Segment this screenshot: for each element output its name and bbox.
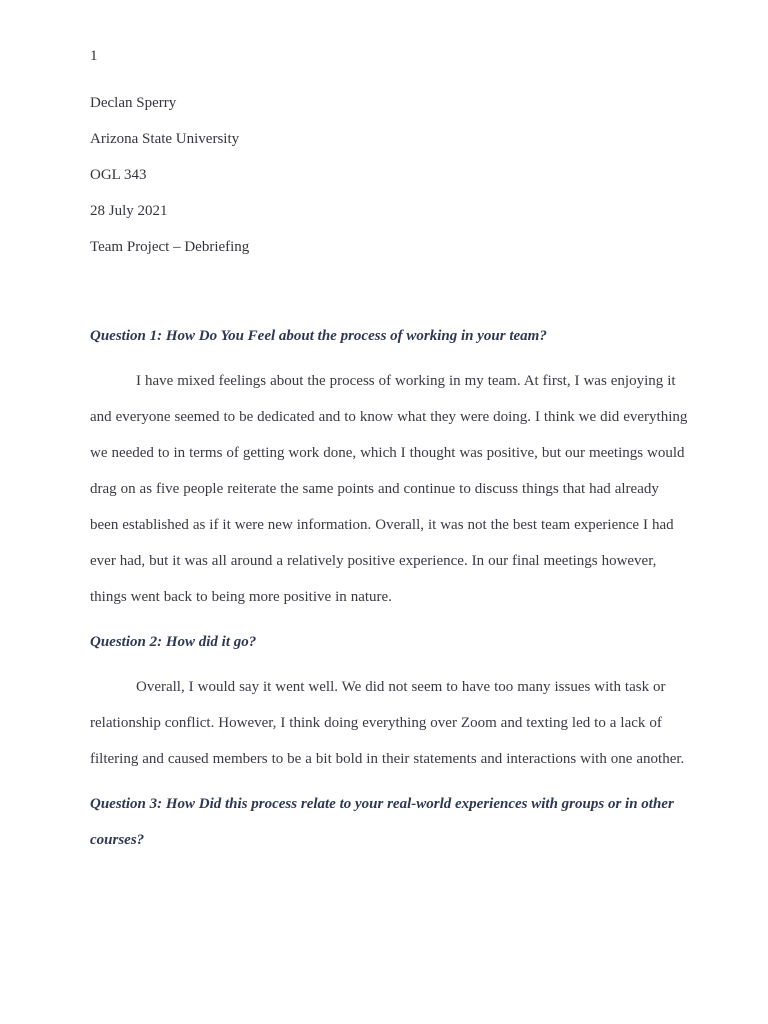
question-heading: Question 2: How did it go? — [90, 634, 257, 650]
author-name: Declan Sperry — [90, 95, 177, 111]
document-title: Team Project – Debriefing — [90, 239, 250, 255]
answer-paragraph: I have mixed feelings about the process of working in my team. At first, I was enjoying it and everyone seemed to be dedicated and to know what they were doing. I think we did everything we needed to in terms of getting work done, which I thought was positive, but our meetings would drag on as five people reiterate the same points and continue to discuss things that had already been established as if it were new information. Overall, it was not the best team experience I had ever had, but it was all around a relatively positive experience. In our final meetings however, things went back to being more positive in nature. — [90, 373, 688, 605]
answer-paragraph: Overall, I would say it went well. We did not seem to have too many issues with task or relationship conflict. However, I think doing everything over Zoom and texting led to a lack of filtering and caused members to be a bit bold in their statements and interactions with one another. — [90, 679, 685, 767]
page-number: 1 — [90, 48, 98, 64]
document-body — [90, 318, 690, 858]
document-date: 28 July 2021 — [90, 203, 168, 219]
course-code: OGL 343 — [90, 167, 147, 183]
institution: Arizona State University — [90, 131, 240, 147]
header-block — [90, 93, 690, 273]
question-heading: Question 1: How Do You Feel about the process of working in your team? — [90, 328, 547, 344]
question-heading: Question 3: How Did this process relate to your real-world experiences with groups or in other courses? — [90, 796, 674, 848]
